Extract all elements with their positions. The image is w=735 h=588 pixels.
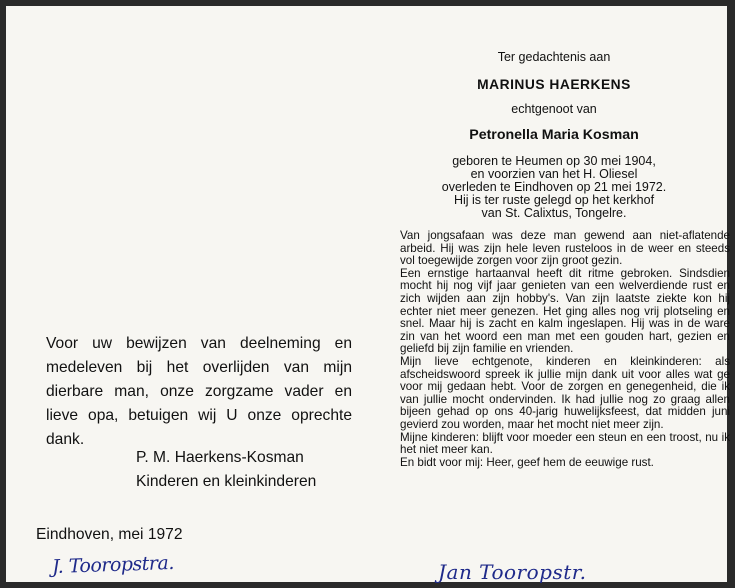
place-and-date: Eindhoven, mei 1972: [36, 526, 183, 543]
burial-line: Hij is ter ruste gelegd op het kerkhof: [453, 193, 655, 207]
deceased-name: MARINUS HAERKENS: [477, 77, 631, 92]
biography-paragraph: Van jongsafaan was deze man gewend aan niet-aflatende arbeid. Hij was zijn hele leven rusteloos in de weer en steeds vol toegewijde zorgen voor zijn groot gezin.: [400, 229, 730, 268]
sacrament-line: en voorzien van het H. Oliesel: [470, 167, 638, 181]
signature-family: Kinderen en kleinkinderen: [136, 473, 317, 490]
biography-text: [400, 230, 730, 469]
left-page: [12, 12, 372, 588]
signature-widow: P. M. Haerkens-Kosman: [136, 449, 304, 466]
handwritten-note-right: Jan Tooropstr.: [438, 560, 587, 584]
intro-line: Ter gedachtenis aan: [497, 50, 611, 64]
handwritten-note-left: J. Tooropstra.: [51, 551, 175, 579]
biography-paragraph: Mijne kinderen: blijft voor moeder een steun en een troost, nu ik het niet meer kan.: [400, 430, 730, 457]
birth-line: geboren te Heumen op 30 mei 1904,: [452, 154, 656, 168]
spouse-name: Petronella Maria Kosman: [469, 127, 639, 143]
biography-paragraph: Mijn lieve echtgenote, kinderen en kleinkinderen: als afscheidswoord spreek ik jullie mijn dank uit voor alles wat ge voor mij gedaan hebt. Voor de zorgen en genegenheid, die ik van jullie mocht ondervinden. Ik had jullie nog zo graag allen bijeen gehad op ons 40-jarig huwelijksfeest, dat midden juni gevierd zou worden, maar het mocht niet meer zijn.: [400, 354, 730, 431]
right-page: [378, 12, 730, 588]
death-line: overleden te Eindhoven op 21 mei 1972.: [441, 180, 667, 194]
biography-paragraph: En bidt voor mij: Heer, geef hem de eeuwige rust.: [400, 455, 654, 469]
thanks-text: Voor uw bewijzen van deelneming en medeleven bij het overlijden van mijn dierbare man, onze zorgzame vader en lieve opa, betuigen wij U onze oprechte dank.: [46, 335, 352, 448]
biography-paragraph: Een ernstige hartaanval heeft dit ritme gebroken. Sindsdien mocht hij nog vijf jaar genieten van een welverdiende rust en zich wijden aan zijn hobby's. Van zijn laatste ziekte kon hij echter niet meer genezen. Het ging alles nog vrij plotseling en snel. Maar hij is zacht en kalm ingeslapen. Hij was in de ware zin van het woord een man met een gouden hart, gezien en geliefd bij zijn familie en vrienden.: [400, 266, 730, 356]
relation-line: echtgenoot van: [511, 102, 597, 116]
cemetery-line: van St. Calixtus, Tongelre.: [481, 206, 627, 220]
